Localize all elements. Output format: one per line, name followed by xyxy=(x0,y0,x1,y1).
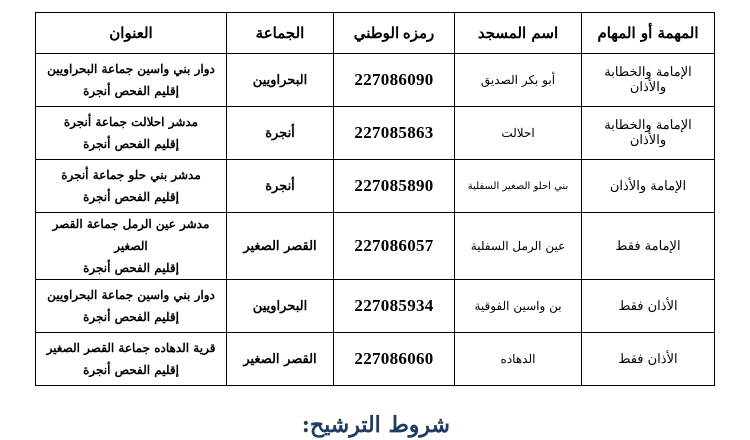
address-line-2: إقليم الفحص أنجرة xyxy=(83,363,179,377)
address-line-1: مدشر احلالت جماعة أنجرة xyxy=(63,115,199,129)
cell-national-code: 227086057 xyxy=(334,213,455,280)
address-line-2: إقليم الفحص أنجرة xyxy=(83,84,179,98)
cell-task: الإمامة والخطابة والأذان xyxy=(582,107,715,160)
cell-task: الأذان فقط xyxy=(582,333,715,386)
cell-commune: القصر الصغير xyxy=(227,333,334,386)
mosque-positions-table xyxy=(35,12,715,386)
address-line-1: مدشر بني حلو جماعة أنجرة xyxy=(61,168,201,182)
cell-mosque-name: احلالت xyxy=(455,107,582,160)
cell-task: الإمامة والخطابة والأذان xyxy=(582,54,715,107)
cell-address xyxy=(36,213,227,280)
cell-task: الإمامة فقط xyxy=(582,213,715,280)
cell-address xyxy=(36,333,227,386)
address-line-2: إقليم الفحص أنجرة xyxy=(83,137,179,151)
table-row xyxy=(36,54,715,107)
header-task: المهمة أو المهام xyxy=(582,13,715,54)
address-line-1: قرية الدهاده جماعة القصر الصغير xyxy=(46,341,216,355)
address-line-1: دوار بني واسين جماعة البحراويين xyxy=(47,288,215,302)
cell-address xyxy=(36,280,227,333)
cell-national-code: 227085890 xyxy=(334,160,455,213)
cell-address xyxy=(36,54,227,107)
table-row xyxy=(36,280,715,333)
cell-mosque-name: بن واسين الفوقية xyxy=(455,280,582,333)
table-row xyxy=(36,333,715,386)
cell-mosque-name: الدهاده xyxy=(455,333,582,386)
address-line-2: إقليم الفحص أنجرة xyxy=(83,190,179,204)
table-row xyxy=(36,160,715,213)
cell-mosque-name: بني احلو الصغير السفلية xyxy=(455,160,582,213)
address-line-2: إقليم الفحص أنجرة xyxy=(83,310,179,324)
table-row xyxy=(36,213,715,280)
address-line-1: مدشر عين الرمل جماعة القصر الصغير xyxy=(52,217,210,253)
address-line-2: إقليم الفحص أنجرة xyxy=(83,261,179,275)
table-row xyxy=(36,107,715,160)
cell-task: الأذان فقط xyxy=(582,280,715,333)
cell-commune: أنجرة xyxy=(227,107,334,160)
cell-address xyxy=(36,107,227,160)
cell-commune: البحراويين xyxy=(227,54,334,107)
cell-commune: أنجرة xyxy=(227,160,334,213)
header-commune: الجماعة xyxy=(227,13,334,54)
header-national-code: رمزه الوطني xyxy=(334,13,455,54)
cell-commune: القصر الصغير xyxy=(227,213,334,280)
cell-mosque-name: أبو بكر الصديق xyxy=(455,54,582,107)
cell-national-code: 227086060 xyxy=(334,333,455,386)
cell-task: الإمامة والأذان xyxy=(582,160,715,213)
header-address: العنوان xyxy=(36,13,227,54)
application-conditions-heading: شروط الترشيح: xyxy=(301,412,450,438)
header-mosque-name: اسم المسجد xyxy=(455,13,582,54)
cell-national-code: 227085934 xyxy=(334,280,455,333)
address-line-1: دوار بني واسين جماعة البحراويين xyxy=(47,62,215,76)
cell-address xyxy=(36,160,227,213)
cell-national-code: 227085863 xyxy=(334,107,455,160)
cell-commune: البحراويين xyxy=(227,280,334,333)
table-header-row xyxy=(36,13,715,54)
cell-national-code: 227086090 xyxy=(334,54,455,107)
cell-mosque-name: عين الرمل السفلية xyxy=(455,213,582,280)
